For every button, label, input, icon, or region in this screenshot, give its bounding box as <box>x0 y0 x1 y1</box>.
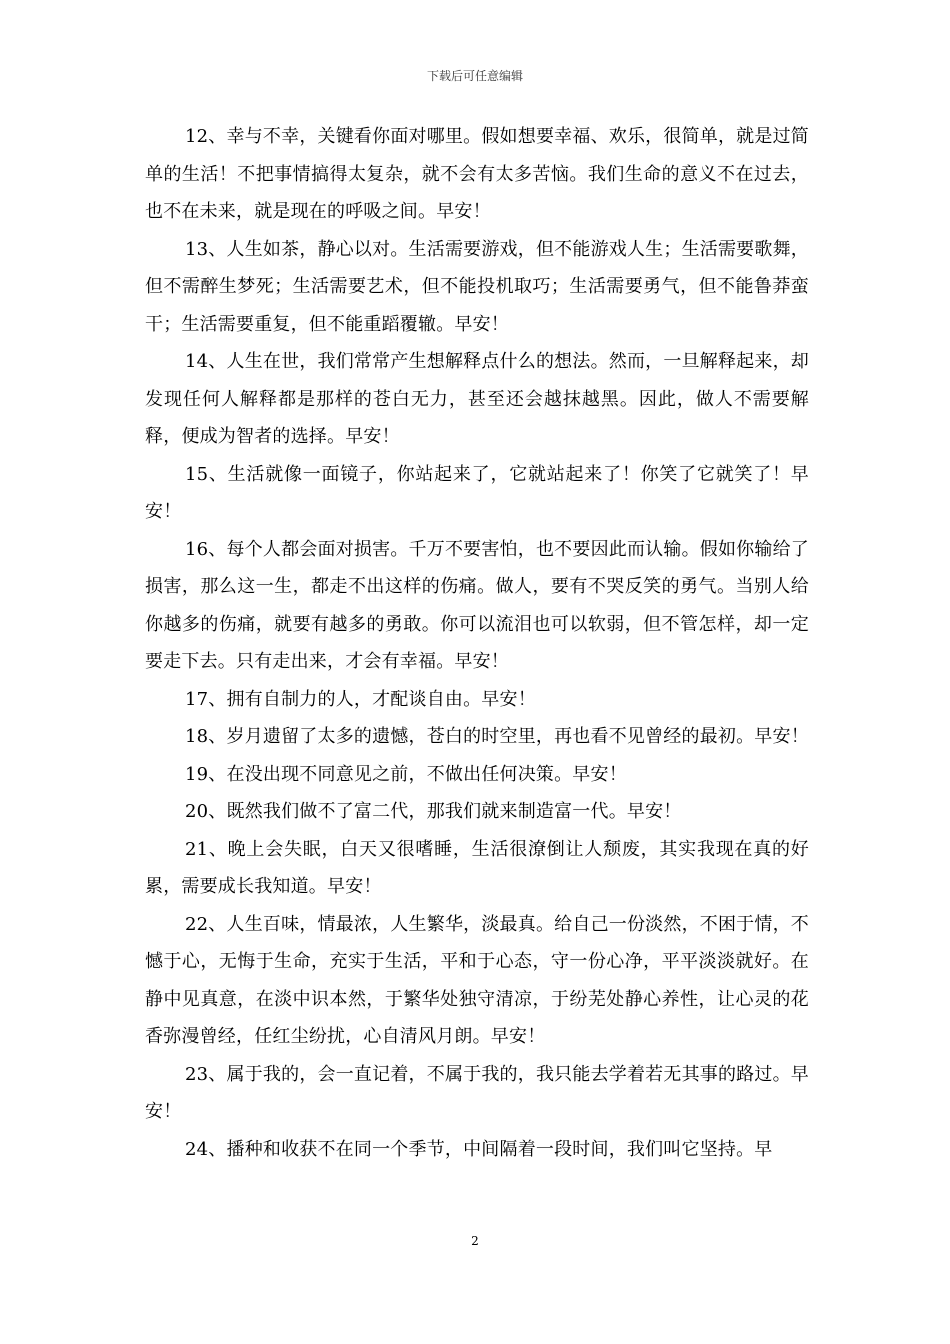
paragraph-18: 18、岁月遗留了太多的遗憾，苍白的时空里，再也看不见曾经的最初。早安！ <box>185 726 809 747</box>
paragraph-19: 19、在没出现不同意见之前，不做出任何决策。早安！ <box>185 763 627 785</box>
paragraph-15: 15、生活就像一面镜子，你站起来了，它就站起来了！你笑了它就笑了！早安！ <box>145 463 809 522</box>
paragraph-16: 16、每个人都会面对损害。千万不要害怕，也不要因此而认输。假如你输给了损害，那么这一生，都走不出这样的伤痛。做人，要有不哭反笑的勇气。当别人给你越多的伤痛，就要有越多的勇敢。你可以流泪也可以软弱，但不管怎样，却一定要走下去。只有走出来，才会有幸福。早安！ <box>145 538 809 672</box>
page-number: 2 <box>471 1234 479 1248</box>
paragraph-13: 13、人生如茶，静心以对。生活需要游戏，但不能游戏人生；生活需要歌舞，但不需醉生梦死；生活需要艺术，但不能投机取巧；生活需要勇气，但不能鲁莽蛮干；生活需要重复，但不能重蹈覆辙。早安！ <box>145 238 809 335</box>
paragraph-12: 12、幸与不幸，关键看你面对哪里。假如想要幸福、欢乐，很简单，就是过简单的生活！不把事情搞得太复杂，就不会有太多苦恼。我们生命的意义不在过去，也不在未来，就是现在的呼吸之间。早安！ <box>145 126 809 222</box>
paragraph-17: 17、拥有自制力的人，才配谈自由。早安！ <box>185 688 536 710</box>
paragraph-14: 14、人生在世，我们常常产生想解释点什么的想法。然而，一旦解释起来，却发现任何人解释都是那样的苍白无力，甚至还会越抹越黑。因此，做人不需要解释，便成为智者的选择。早安！ <box>145 351 809 447</box>
paragraph-23: 23、属于我的，会一直记着，不属于我的，我只能去学着若无其事的路过。早安！ <box>145 1063 809 1122</box>
paragraph-24: 24、播种和收获不在同一个季节，中间隔着一段时间，我们叫它坚持。早 <box>185 1138 773 1160</box>
paragraph-20: 20、既然我们做不了富二代，那我们就来制造富一代。早安！ <box>185 801 682 822</box>
paragraph-22: 22、人生百味，情最浓，人生繁华，淡最真。给自己一份淡然，不困于情，不憾于心，无悔于生命，充实于生活，平和于心态，守一份心净，平平淡淡就好。在静中见真意，在淡中识本然，于繁华处独守清凉，于纷芜处静心养性，让心灵的花香弥漫曾经，任红尘纷扰，心自清风月朗。早安！ <box>145 913 809 1047</box>
document-body <box>145 118 809 1168</box>
page-header: 下载后可任意编辑 <box>426 69 523 83</box>
paragraph-21: 21、晚上会失眠，白天又很嗜睡，生活很潦倒让人颓废，其实我现在真的好累，需要成长我知道。早安！ <box>145 838 809 897</box>
